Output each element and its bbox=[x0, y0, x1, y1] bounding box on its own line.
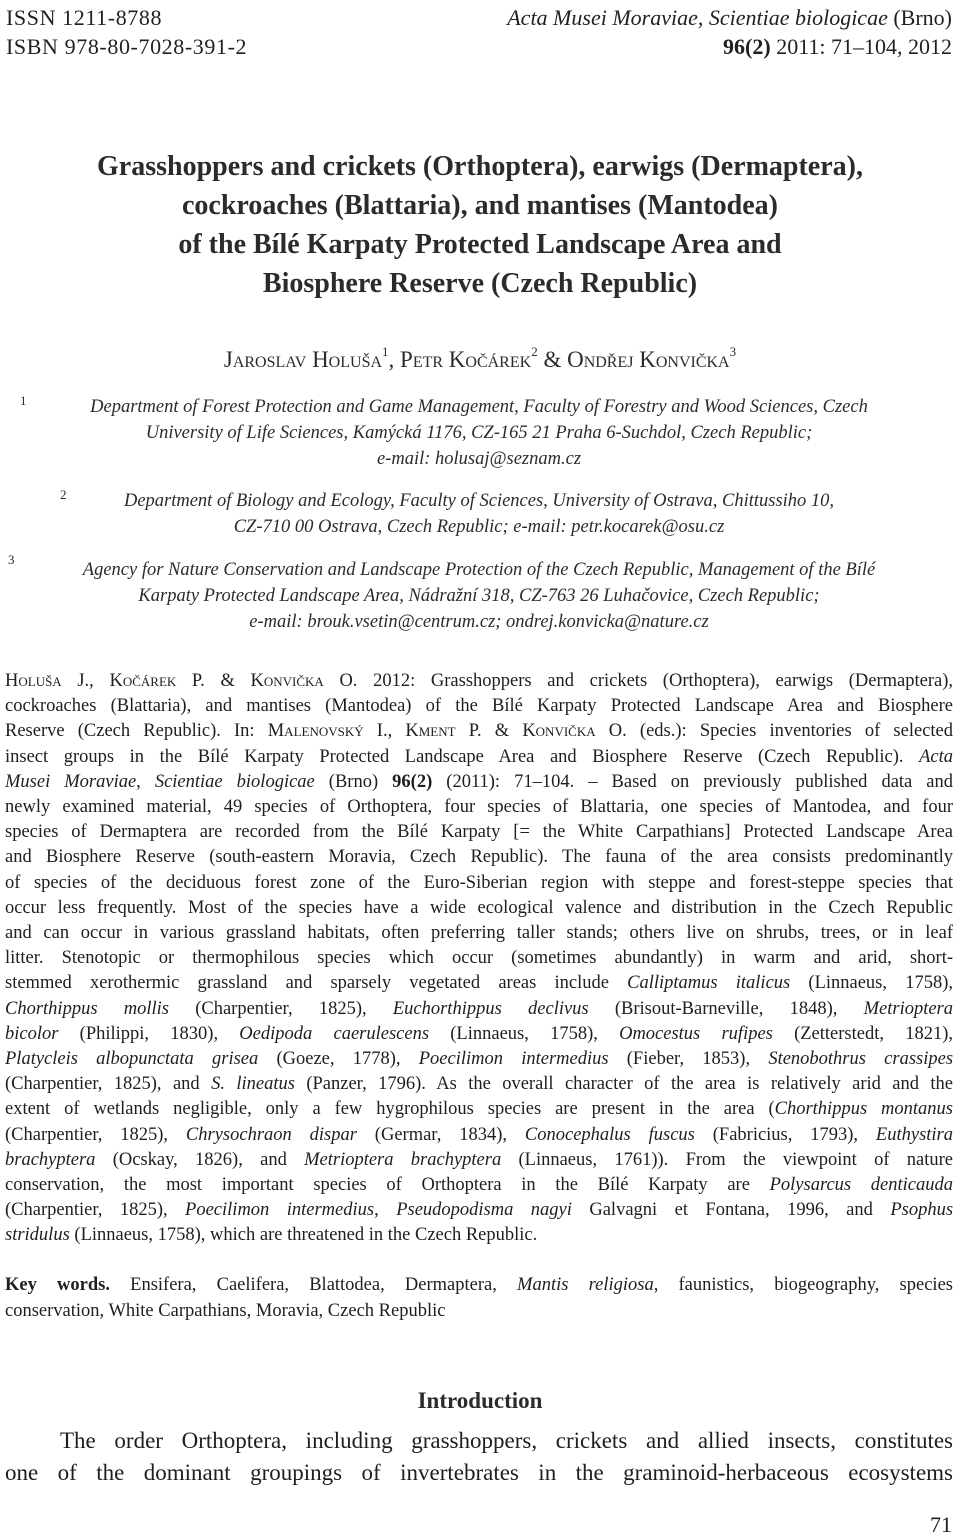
title-line: cockroaches (Blattaria), and mantises (Mantodea) bbox=[182, 190, 778, 221]
affiliation-number: 3 bbox=[8, 552, 15, 567]
abstract-line bbox=[5, 669, 953, 694]
keywords-line bbox=[5, 1273, 953, 1299]
section-heading: Introduction bbox=[417, 1388, 543, 1413]
abstract-text: (Panzer, 1796). As the overall character of the area is relatively arid and the bbox=[294, 1074, 953, 1095]
abstract-text: (Linnaeus, 1758), bbox=[429, 1023, 620, 1044]
paper-title bbox=[0, 147, 960, 303]
abstract-text: (Linnaeus, 1758), bbox=[790, 973, 953, 994]
issn: ISSN 1211-8788 bbox=[6, 5, 163, 30]
affiliation-2 bbox=[4, 488, 954, 540]
abstract-text: extent of wetlands negligible, only a few hygrophilous species are present in the area ( bbox=[5, 1099, 775, 1120]
affiliation-line: Agency for Nature Conservation and Landscape Protection of the Czech Republic, Management of the Bílé bbox=[82, 560, 876, 580]
species-name: Metrioptera bbox=[863, 998, 954, 1019]
volume-line bbox=[507, 32, 952, 61]
abstract-text: (Charpentier, 1825), bbox=[168, 998, 393, 1019]
journal-identifiers bbox=[6, 3, 247, 61]
journal-title-italic: Musei Moraviae, Scientiae biologicae bbox=[5, 771, 315, 792]
introduction-paragraph bbox=[5, 1425, 953, 1489]
species-name: S. lineatus bbox=[211, 1074, 295, 1095]
abstract-line bbox=[5, 1072, 953, 1097]
abstract-text: & bbox=[481, 721, 523, 742]
abstract-text: (Charpentier, 1825), bbox=[5, 1200, 186, 1221]
species-name: Pseudopodisma nagyi bbox=[396, 1200, 572, 1221]
abstract-text: Reserve (Czech Republic). In: bbox=[5, 721, 268, 742]
abstract bbox=[5, 669, 953, 1249]
keywords bbox=[5, 1273, 953, 1324]
abstract-line bbox=[5, 1047, 953, 1072]
affiliation-3 bbox=[4, 552, 954, 635]
abstract-line bbox=[5, 1148, 953, 1173]
abstract-text: , bbox=[387, 721, 406, 742]
abstract-text: 2012: Grasshoppers and crickets (Orthoptera), earwigs (Dermaptera), bbox=[357, 671, 953, 691]
affiliation-line: e-mail: brouk.vsetin@centrum.cz; ondrej.konvicka@nature.cz bbox=[249, 612, 709, 632]
species-name: Mantis religiosa bbox=[517, 1275, 654, 1295]
species-name: Platycleis albopunctata grisea bbox=[5, 1049, 259, 1070]
species-name: Stenobothrus crassipes bbox=[768, 1049, 954, 1070]
abstract-text: (Charpentier, 1825), bbox=[5, 1124, 186, 1145]
species-name: Poecilimon intermedius bbox=[185, 1200, 375, 1221]
abstract-line: and Biosphere Reserve (south-eastern Moravia, Czech Republic). The fauna of the area consists predominantly bbox=[5, 847, 953, 868]
abstract-line: and can occur in various grassland habitats, often preferring taller stands; others live on shrubs, trees, or in leaf bbox=[5, 923, 953, 944]
author-separator: & bbox=[537, 347, 568, 372]
abstract-line bbox=[5, 1198, 953, 1223]
abstract-text: (Linnaeus, 1758), which are threatened in the Czech Republic. bbox=[69, 1225, 538, 1246]
abstract-text: (Goeze, 1778), bbox=[258, 1049, 419, 1070]
affiliation-line: University of Life Sciences, Kamýcká 1176, CZ-165 21 Praha 6-Suchdol, Czech Republic; bbox=[145, 423, 813, 443]
abstract-line bbox=[5, 1097, 953, 1122]
journal-city: (Brno) bbox=[893, 5, 952, 30]
title-line: Grasshoppers and crickets (Orthoptera), earwigs (Dermaptera), bbox=[97, 151, 863, 182]
editor-name: Konvička O. bbox=[522, 721, 627, 742]
affiliation-line: CZ-710 00 Ostrava, Czech Republic; e-mail: petr.kocarek@osu.cz bbox=[233, 517, 725, 537]
affiliation-line: e-mail: holusaj@seznam.cz bbox=[376, 449, 582, 469]
species-name: stridulus bbox=[5, 1225, 70, 1246]
affiliation-ref: 1 bbox=[382, 344, 389, 360]
keywords-label: Key words. bbox=[5, 1275, 110, 1295]
keywords-text: , faunistics, biogeography, species bbox=[653, 1275, 953, 1295]
volume: 96(2) bbox=[723, 34, 771, 59]
paragraph-line: one of the dominant groupings of invertebrates in the graminoid-herbaceous ecosystems bbox=[5, 1460, 953, 1485]
abstract-text: (Philippi, 1830), bbox=[58, 1023, 240, 1044]
affiliation-line: Department of Biology and Ecology, Faculty of Sciences, University of Ostrava, Chittussiho 10, bbox=[123, 491, 835, 511]
species-name: Chorthippus montanus bbox=[774, 1099, 954, 1120]
species-name: Poecilimon intermedius bbox=[418, 1049, 609, 1070]
title-line: of the Bílé Karpaty Protected Landscape Area and bbox=[178, 229, 782, 260]
species-name: Euthystira bbox=[875, 1124, 954, 1145]
abstract-text: (Brno) bbox=[314, 771, 393, 792]
abstract-text: (Charpentier, 1825), and bbox=[5, 1074, 212, 1095]
affiliation-ref: 2 bbox=[531, 344, 538, 360]
species-name: brachyptera bbox=[5, 1149, 96, 1170]
abstract-line: litter. Stenotopic or thermophilous species which occur (sometimes abundantly) in warm and arid, short- bbox=[5, 948, 953, 969]
species-name: Polysarcus denticauda bbox=[769, 1175, 953, 1196]
journal-name: Acta Musei Moraviae, Scientiae biologicae bbox=[507, 5, 888, 30]
abstract-line bbox=[5, 1173, 953, 1198]
volume-bold: 96(2) bbox=[392, 771, 433, 792]
species-name: Metrioptera brachyptera bbox=[304, 1149, 502, 1170]
species-name: Psophus bbox=[890, 1200, 954, 1221]
paragraph-line: The order Orthoptera, including grasshoppers, crickets and allied insects, constitutes bbox=[60, 1428, 953, 1453]
page-number: 71 bbox=[930, 1512, 952, 1537]
abstract-line bbox=[5, 745, 953, 770]
affiliation-1 bbox=[4, 394, 954, 472]
title-line: Biosphere Reserve (Czech Republic) bbox=[262, 268, 698, 299]
abstract-line: cockroaches (Blattaria), and mantises (Mantodea) of the Bílé Karpaty Protected Landscape Area and Biosphere bbox=[5, 696, 953, 717]
abstract-line: species of Dermaptera are recorded from the Bílé Karpaty [= the White Carpathians] Protected Landscape Area bbox=[5, 822, 953, 843]
species-name: Oedipoda caerulescens bbox=[239, 1023, 430, 1044]
author-separator: , bbox=[388, 347, 401, 372]
abstract-text: (Fabricius, 1793), bbox=[694, 1124, 876, 1145]
abstract-line: of species of the deciduous forest zone of the Euro-Siberian region with steppe and forest-steppe species that bbox=[5, 872, 953, 893]
abstract-line bbox=[5, 1022, 953, 1047]
affiliation-number: 2 bbox=[60, 487, 67, 502]
editor-name: Malenovský I. bbox=[267, 721, 388, 742]
species-name: Euchorthippus declivus bbox=[392, 998, 589, 1019]
abstract-text: stemmed xerothermic grassland and sparsely vegetated areas include bbox=[5, 973, 628, 994]
abstract-text: (Zetterstedt, 1821), bbox=[772, 1023, 953, 1044]
affiliation-line: Karpaty Protected Landscape Area, Nádražní 318, CZ-763 26 Luhačovice, Czech Republic; bbox=[138, 586, 820, 606]
isbn: ISBN 978-80-7028-391-2 bbox=[6, 34, 248, 59]
keywords-text: Ensifera, Caelifera, Blattodea, Dermaptera, bbox=[109, 1275, 518, 1295]
species-name: Conocephalus fuscus bbox=[524, 1124, 695, 1145]
author-name: Ondřej Konvička bbox=[567, 347, 730, 372]
affiliation-number: 1 bbox=[20, 393, 27, 408]
journal-citation-header bbox=[507, 3, 952, 61]
abstract-line bbox=[5, 1223, 953, 1248]
author-name: Petr Kočárek bbox=[400, 347, 532, 372]
abstract-line bbox=[5, 971, 953, 996]
affiliation-line: Department of Forest Protection and Game Management, Faculty of Forestry and Wood Sciences, Czech bbox=[90, 397, 868, 417]
species-name: Chorthippus mollis bbox=[5, 998, 169, 1019]
abstract-text: Galvagni et Fontana, 1996, and bbox=[571, 1200, 891, 1221]
abstract-line: newly examined material, 49 species of Orthoptera, four species of Blattaria, one species of Mantodea, and four bbox=[5, 797, 953, 818]
author-list bbox=[0, 345, 960, 375]
author-name: Jaroslav Holuša bbox=[223, 347, 383, 372]
abstract-text: (Ocskay, 1826), and bbox=[95, 1149, 305, 1170]
abstract-line bbox=[5, 997, 953, 1022]
journal-name-line bbox=[507, 3, 952, 32]
editor-name: Kment P. bbox=[405, 721, 482, 742]
abstract-text: (Germar, 1834), bbox=[356, 1124, 525, 1145]
species-name: bicolor bbox=[5, 1023, 59, 1044]
abstract-text: insect groups in the Bílé Karpaty Protected Landscape Area and Biosphere Reserve (Czech Republic). bbox=[5, 746, 920, 767]
abstract-text: (eds.): Species inventories of selected bbox=[626, 721, 954, 742]
species-name: Chrysochraon dispar bbox=[185, 1124, 357, 1145]
year-pages: 2011: 71–104, 2012 bbox=[776, 34, 952, 59]
abstract-text: (Linnaeus, 1761)). From the viewpoint of nature bbox=[501, 1149, 954, 1170]
journal-title-italic: Acta bbox=[919, 746, 953, 767]
species-name: Calliptamus italicus bbox=[627, 973, 791, 994]
keywords-line: conservation, White Carpathians, Moravia, Czech Republic bbox=[5, 1300, 446, 1321]
abstract-line: occur less frequently. Most of the species have a wide ecological valence and distribution in the Czech Republic bbox=[5, 897, 953, 918]
abstract-line bbox=[5, 770, 953, 795]
abstract-line bbox=[5, 1123, 953, 1148]
affiliation-ref: 3 bbox=[729, 344, 737, 360]
abstract-text: (2011): 71–104. – Based on previously published data and bbox=[432, 771, 953, 792]
abstract-text: conservation, the most important species of Orthoptera in the Bílé Karpaty are bbox=[5, 1175, 770, 1196]
abstract-text: , bbox=[374, 1200, 397, 1221]
species-name: Omocestus rufipes bbox=[619, 1023, 773, 1044]
abstract-text: (Brisout-Barneville, 1848), bbox=[588, 998, 864, 1019]
abstract-text: (Fieber, 1853), bbox=[608, 1049, 769, 1070]
citation-authors: Holuša J., Kočárek P. & Konvička O. bbox=[5, 671, 358, 691]
abstract-line bbox=[5, 719, 953, 744]
